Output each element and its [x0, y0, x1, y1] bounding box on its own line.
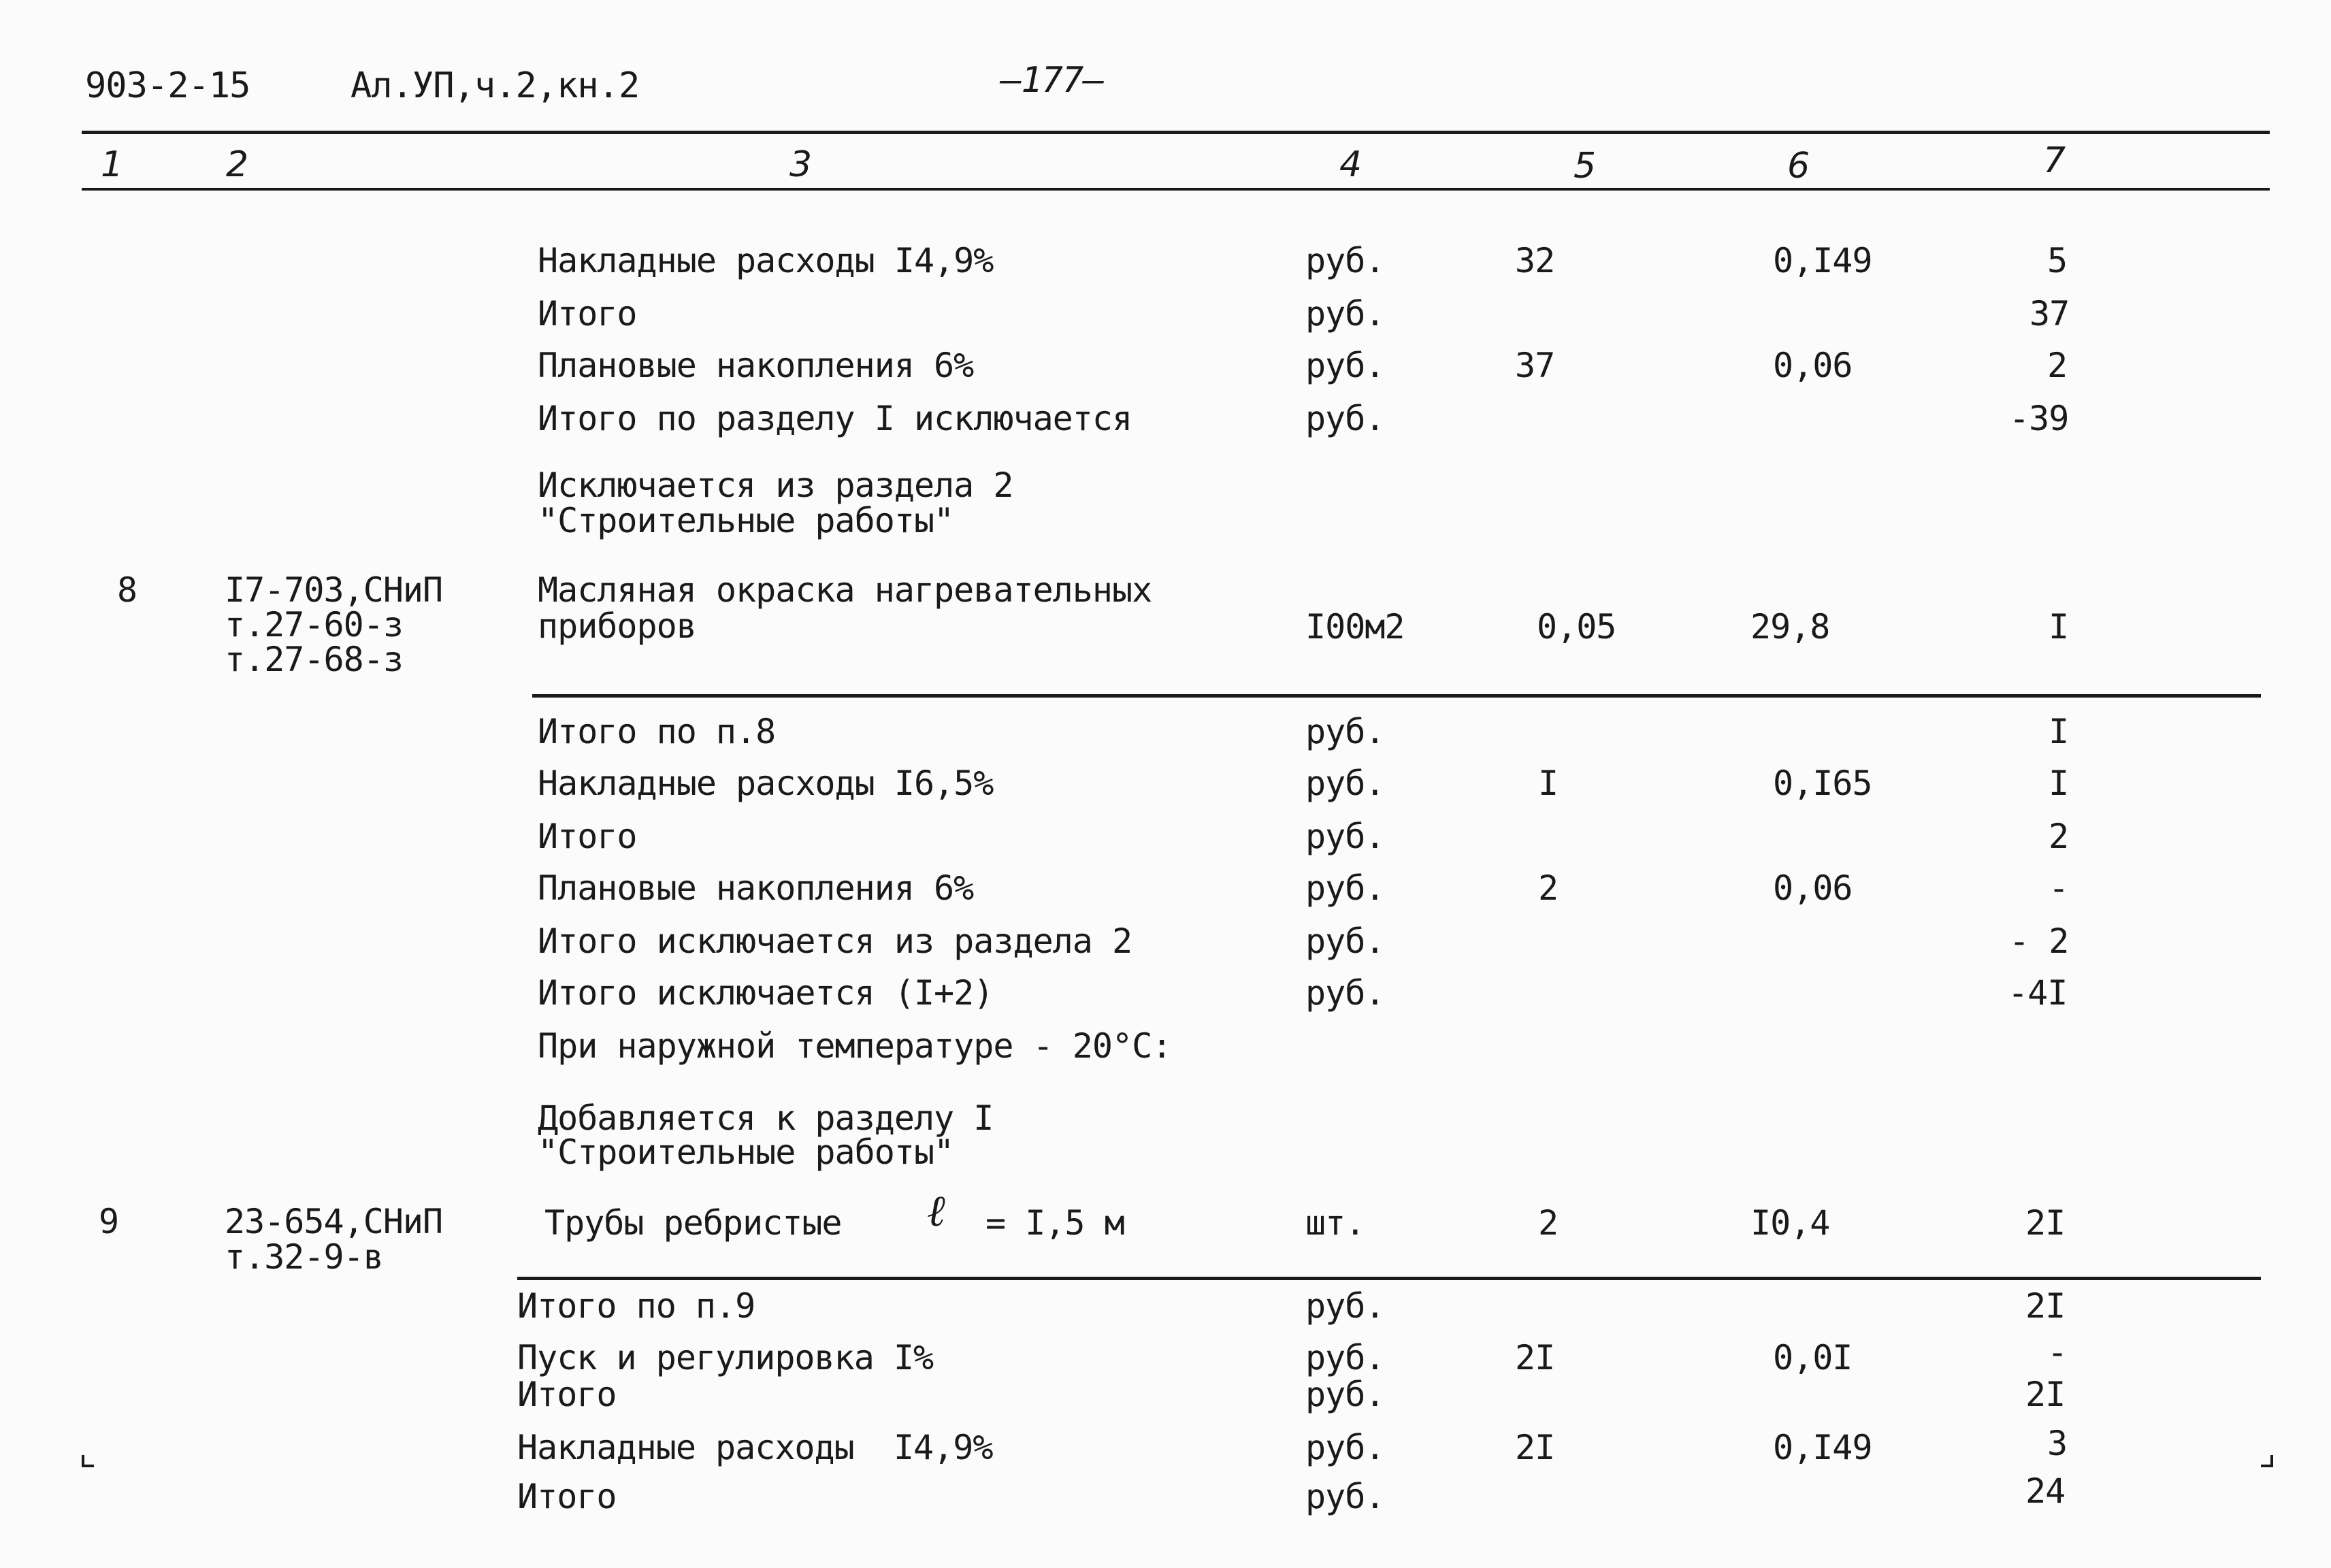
table-row-quantity: 2 [1538, 1203, 1559, 1243]
header-bottom-rule [82, 188, 2270, 191]
table-row-description: Итого [517, 1375, 617, 1414]
table-row-description: Итого [538, 294, 637, 333]
column-number-2: 2 [226, 144, 248, 185]
page-number: –177– [1000, 60, 1104, 101]
table-row-unit: I00м2 [1305, 607, 1405, 647]
corner-mark [2261, 1455, 2273, 1467]
item-separator-rule [532, 694, 2261, 698]
table-row-amount: -39 [2009, 399, 2069, 438]
table-row-unit: руб. [1305, 712, 1385, 751]
table-row-description: Накладные расходы I4,9% [538, 241, 994, 280]
table-row-quantity: 2 [1538, 868, 1559, 908]
item-number: 9 [99, 1202, 119, 1241]
column-number-4: 4 [1339, 144, 1362, 185]
item-reference-line: т.27-68-з [225, 640, 403, 679]
table-row-description: Накладные расходы I4,9% [517, 1428, 993, 1467]
table-row-unit: руб. [1305, 868, 1385, 908]
table-row-rate: 29,8 [1750, 607, 1830, 647]
table-row-quantity: 37 [1515, 346, 1555, 385]
table-row-amount: 3 [2047, 1424, 2068, 1463]
table-row-amount: - [2049, 868, 2069, 908]
table-row-amount: - 2 [2009, 921, 2069, 961]
table-row-quantity: 0,05 [1537, 607, 1616, 647]
column-number-5: 5 [1574, 146, 1596, 186]
table-row-description: Итого исключается из раздела 2 [538, 921, 1132, 961]
section-heading: Добавляется к разделу I [538, 1098, 994, 1138]
condition-note: При наружной температуре - 20°С: [538, 1026, 1172, 1066]
table-row-amount: -4I [2008, 973, 2068, 1013]
table-row-amount: I [2049, 764, 2069, 803]
table-row-amount: 37 [2030, 294, 2070, 333]
table-row-unit: руб. [1305, 1286, 1385, 1326]
table-row-description: Трубы ребристые [544, 1203, 842, 1243]
table-row-unit: руб. [1305, 973, 1385, 1013]
table-row-unit: руб. [1305, 1338, 1385, 1377]
table-row-rate: I0,4 [1750, 1203, 1830, 1243]
table-row-rate: 0,I65 [1773, 764, 1872, 803]
table-row-unit: руб. [1305, 1477, 1385, 1516]
table-row-description: Масляная окраска нагревательных [538, 570, 1152, 610]
item-reference: I7-703,СНиП [225, 570, 443, 610]
table-row-quantity: 2I [1515, 1338, 1555, 1377]
section-heading-subtitle: "Строительные работы" [538, 1132, 954, 1172]
item-separator-rule [517, 1277, 2261, 1280]
table-row-description: Итого по разделу I исключается [538, 399, 1132, 438]
table-row-rate: 0,06 [1773, 346, 1853, 385]
column-number-7: 7 [2043, 140, 2066, 181]
column-number-3: 3 [789, 144, 812, 185]
table-row-amount: I [2049, 607, 2069, 647]
item-number: 8 [117, 570, 137, 610]
table-row-unit: шт. [1305, 1203, 1365, 1243]
table-row-unit: руб. [1305, 817, 1385, 856]
table-row-description: Итого [517, 1477, 617, 1516]
column-number-1: 1 [101, 144, 123, 185]
table-row-unit: руб. [1305, 294, 1385, 333]
table-row-description: Пуск и регулировка I% [517, 1338, 934, 1377]
table-row-description: Плановые накопления 6% [538, 868, 974, 908]
table-row-amount: 24 [2025, 1471, 2066, 1511]
item-reference: 23-654,СНиП [225, 1202, 443, 1241]
table-row-quantity: 32 [1515, 241, 1555, 280]
table-row-amount: 2I [2025, 1375, 2066, 1414]
table-row-amount: I [2049, 712, 2069, 751]
table-row-description: Итого [538, 817, 637, 856]
table-row-rate: 0,I49 [1773, 1428, 1872, 1467]
table-row-amount: 5 [2047, 241, 2068, 280]
table-row-amount: 2 [2047, 346, 2068, 385]
corner-mark [82, 1455, 94, 1467]
table-row-amount: 2I [2025, 1286, 2066, 1326]
table-row-quantity: I [1538, 764, 1559, 803]
item-reference-line: т.32-9-в [225, 1237, 383, 1277]
table-row-description: Итого по п.8 [538, 712, 776, 751]
table-row-description-line: приборов [538, 606, 696, 646]
table-row-unit: руб. [1305, 1428, 1385, 1467]
table-row-rate: 0,0I [1773, 1338, 1853, 1377]
item-reference-line: т.27-60-з [225, 605, 403, 644]
table-row-rate: 0,06 [1773, 868, 1853, 908]
table-row-unit: руб. [1305, 1375, 1385, 1414]
table-row-quantity: 2I [1515, 1428, 1555, 1467]
table-row-description: Плановые накопления 6% [538, 346, 974, 385]
column-number-6: 6 [1787, 146, 1810, 186]
doc-code: 903-2-15 [85, 65, 250, 106]
table-row-unit: руб. [1305, 399, 1385, 438]
section-heading-subtitle: "Строительные работы" [538, 501, 954, 540]
table-row-unit: руб. [1305, 921, 1385, 961]
table-row-unit: руб. [1305, 346, 1385, 385]
table-row-rate: 0,I49 [1773, 241, 1872, 280]
table-row-description: Накладные расходы I6,5% [538, 764, 994, 803]
table-row-amount: - [2047, 1333, 2068, 1372]
table-row-description: Итого по п.9 [517, 1286, 755, 1326]
table-row-description: Итого исключается (I+2) [538, 973, 994, 1013]
table-row-unit: руб. [1305, 241, 1385, 280]
header-top-rule [82, 131, 2270, 134]
table-row-amount: 2 [2049, 817, 2069, 856]
table-row-amount: 2I [2025, 1203, 2066, 1243]
section-heading: Исключается из раздела 2 [538, 466, 1013, 505]
length-symbol: ℓ [927, 1186, 945, 1237]
album-reference: Ал.УП,ч.2,кн.2 [351, 65, 640, 106]
table-row-unit: руб. [1305, 764, 1385, 803]
length-value: = I,5 м [985, 1203, 1124, 1243]
